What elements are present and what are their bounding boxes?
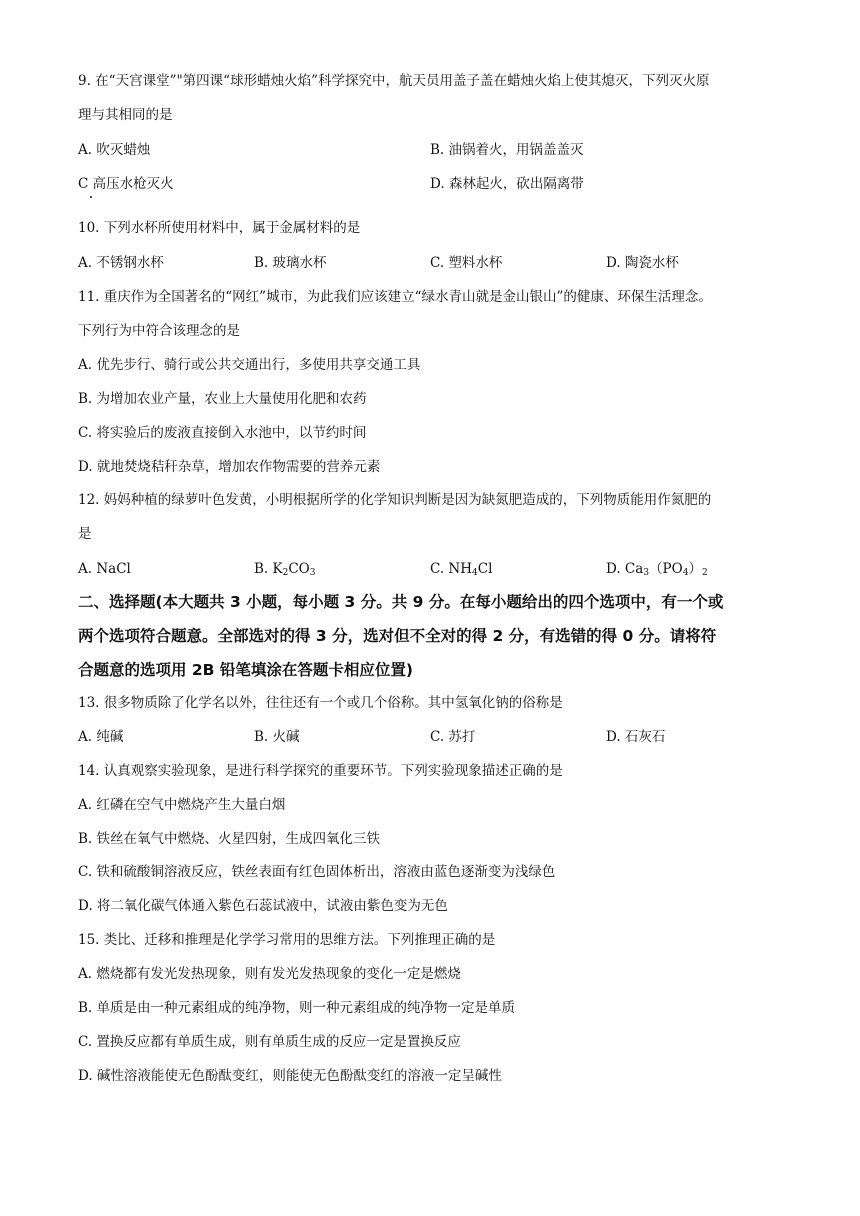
q13-option-d: D. 石灰石: [606, 729, 666, 745]
q10-option-c: C. 塑料水杯: [430, 255, 503, 271]
q14-option-a: A. 红磷在空气中燃烧产生大量白烟: [78, 797, 286, 813]
section-heading-line1: 二、选择题(本大题共 3 小题，每小题 3 分。共 9 分。在每小题给出的四个选项中，有一个或: [78, 593, 724, 611]
q12-option-b: B. $K_2CO_3$: [254, 561, 316, 578]
q15-option-c: C. 置换反应都有单质生成，则有单质生成的反应一定是置换反应: [78, 1034, 461, 1050]
q14-option-b: B. 铁丝在氧气中燃烧、火星四射，生成四氧化三铁: [78, 831, 381, 847]
q12-option-a: A. NaCl: [78, 561, 131, 577]
q14-option-c: C. 铁和硫酸铜溶液反应，铁丝表面有红色固体析出，溶液由蓝色逐渐变为浅绿色: [78, 864, 556, 880]
q10-stem: 10. 下列水杯所使用材料中，属于金属材料的是: [78, 220, 361, 236]
q10-option-a: A. 不锈钢水杯: [78, 255, 164, 271]
section-heading-line2: 两个选项符合题意。全部选对的得 3 分，选对但不全对的得 2 分，有选错的得 0 分。请将符: [78, 627, 717, 645]
q12-option-c: C. $NH_4Cl$: [430, 561, 493, 578]
q15-stem: 15. 类比、迁移和推理是化学学习常用的思维方法。下列推理正确的是: [78, 932, 496, 948]
q15-option-d: D. 碱性溶液能使无色酚酞变红，则能使无色酚酞变红的溶液一定呈碱性: [78, 1068, 502, 1084]
q12-stem-line2: 是: [78, 526, 92, 542]
q11-option-d: D. 就地焚烧秸秆杂草，增加农作物需要的营养元素: [78, 459, 381, 475]
q11-option-b: B. 为增加农业产量，农业上大量使用化肥和农药: [78, 391, 367, 407]
option-c-dot-mark: [90, 196, 92, 198]
q15-option-b: B. 单质是由一种元素组成的纯净物，则一种元素组成的纯净物一定是单质: [78, 1000, 516, 1016]
q11-stem-line2: 下列行为中符合该理念的是: [78, 323, 240, 339]
q14-option-d: D. 将二氧化碳气体通入紫色石蕊试液中，试液由紫色变为无色: [78, 898, 448, 914]
q12-stem-line1: 12. 妈妈种植的绿萝叶色发黄，小明根据所学的化学知识判断是因为缺氮肥造成的，下列物质能用作氮肥的: [78, 492, 712, 508]
q10-option-b: B. 玻璃水杯: [254, 255, 327, 271]
q9-option-a: A. 吹灭蜡烛: [78, 142, 151, 158]
q13-option-a: A. 纯碱: [78, 729, 124, 745]
q10-option-d: D. 陶瓷水杯: [606, 255, 679, 271]
q15-option-a: A. 燃烧都有发光发热现象，则有发光发热现象的变化一定是燃烧: [78, 966, 461, 982]
q9-option-d: D. 森林起火，砍出隔离带: [430, 176, 584, 192]
q13-option-c: C. 苏打: [430, 729, 476, 745]
q11-option-c: C. 将实验后的废液直接倒入水池中，以节约时间: [78, 425, 367, 441]
q11-stem-line1: 11. 重庆作为全国著名的“网红”城市，为此我们应该建立“绿水青山就是金山银山”的健康、环保生活理念。: [78, 289, 712, 305]
q9-option-c: C 高压水枪灭火: [78, 176, 174, 192]
q13-option-b: B. 火碱: [254, 729, 300, 745]
q14-stem: 14. 认真观察实验现象，是进行科学探究的重要环节。下列实验现象描述正确的是: [78, 763, 563, 779]
section-heading-line3: 合题意的选项用 2B 铅笔填涂在答题卡相应位置): [78, 661, 413, 679]
q9-stem-line2: 理与其相同的是: [78, 107, 173, 123]
q12-option-d: D. $Ca_3(PO_4)_2$: [606, 561, 708, 578]
q9-option-b: B. 油锅着火，用锅盖盖灭: [430, 142, 584, 158]
q9-stem-line1: 9. 在“天宫课堂”"第四课“球形蜡烛火焰”科学探究中，航天员用盖子盖在蜡烛火焰上使其熄灭，下列灭火原: [78, 73, 710, 89]
q13-stem: 13. 很多物质除了化学名以外，往往还有一个或几个俗称。其中氢氧化钠的俗称是: [78, 695, 563, 711]
q11-option-a: A. 优先步行、骑行或公共交通出行，多使用共享交通工具: [78, 357, 421, 373]
